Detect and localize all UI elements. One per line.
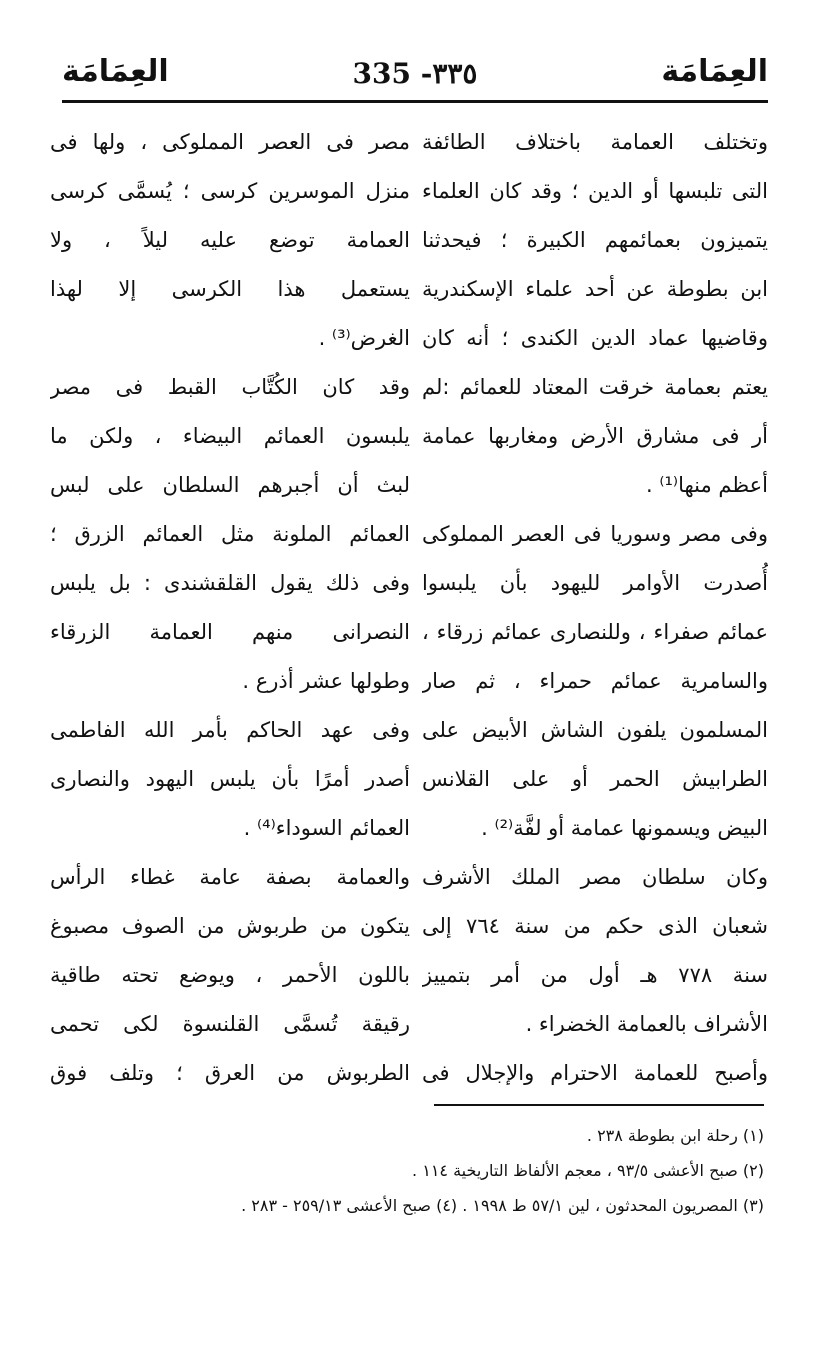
text-line: أعظم منها⁽¹⁾ . [645, 473, 768, 497]
text-line: وفى ذلك يقول القلقشندى : بل يلبس [50, 571, 410, 595]
footnote-divider [434, 1104, 764, 1106]
text-line: أُصدرت الأوامر لليهود بأن يلبسوا [422, 571, 768, 595]
text-line: منزل الموسرين كرسى ؛ يُسمَّى كرسى [50, 179, 410, 203]
text-line: ابن بطوطة عن أحد علماء الإسكندرية [422, 277, 768, 301]
text-column-left [50, 118, 410, 1098]
text-line: أر فى مشارق الأرض ومغاربها عمامة [422, 424, 768, 448]
text-line: أصدر أمرًا بأن يلبس اليهود والنصارى [50, 767, 410, 791]
text-line: باللون الأحمر ، ويوضع تحته طاقية [50, 963, 410, 987]
text-line: وكان سلطان مصر الملك الأشرف [422, 865, 768, 889]
footnote: (٢) صبح الأعشى ٩٣/٥ ، معجم الألفاظ التاريخية ١١٤ . [412, 1161, 764, 1180]
footnotes [124, 1118, 764, 1223]
page-number: 335 -٣٣٥ [352, 57, 478, 90]
footnote: (١) رحلة ابن بطوطة ٢٣٨ . [586, 1126, 764, 1145]
text-line: والعمامة بصفة عامة غطاء الرأس [50, 865, 410, 889]
text-column-right [422, 118, 768, 1098]
text-line: الطربوش من العرق ؛ وتلف فوق [50, 1061, 410, 1085]
text-line: التى تلبسها أو الدين ؛ وقد كان العلماء [422, 179, 768, 203]
text-line: وقد كان الكُتَّاب القبط فى مصر [50, 375, 410, 399]
header-divider [62, 100, 768, 103]
footnote: (٣) المصريون المحدثون ، لين ٥٧/١ ط ١٩٩٨ . (٤) صبح الأعشى ٢٥٩/١٣ - ٢٨٣ . [241, 1196, 764, 1215]
text-line: يتكون من طربوش من الصوف مصبوغ [50, 914, 410, 938]
text-line: وتختلف العمامة باختلاف الطائفة [422, 130, 768, 154]
text-line: يستعمل هذا الكرسى إلا لهذا [50, 277, 410, 301]
text-line: وأصبح للعمامة الاحترام والإجلال فى [422, 1061, 768, 1085]
running-title-left: العِمَامَة [62, 54, 169, 89]
text-line: يتميزون بعمائمهم الكبيرة ؛ فيحدثنا [422, 228, 768, 252]
text-line: المسلمون يلفون الشاش الأبيض على [422, 718, 768, 742]
text-line: النصرانى منهم العمامة الزرقاء [50, 620, 410, 644]
text-line: وفى مصر وسوريا فى العصر المملوكى [422, 522, 768, 546]
text-line: عمائم صفراء ، وللنصارى عمائم زرقاء ، [422, 620, 768, 644]
text-line: الغرض⁽³⁾ . [318, 326, 410, 350]
text-line: يعتم بعمامة خرقت المعتاد للعمائم :لم [422, 375, 768, 399]
text-line: شعبان الذى حكم من سنة ٧٦٤ إلى [422, 914, 768, 938]
running-title-right: العِمَامَة [661, 54, 768, 89]
text-line: لبث أن أجبرهم السلطان على لبس [50, 473, 410, 497]
text-line: العمامة توضع عليه ليلاً ، ولا [50, 228, 410, 252]
text-line: الأشراف بالعمامة الخضراء . [525, 1012, 768, 1036]
text-line: العمائم الملونة مثل العمائم الزرق ؛ [50, 522, 410, 546]
text-line: وفى عهد الحاكم بأمر الله الفاطمى [50, 718, 410, 742]
text-line: سنة ٧٧٨ هـ أول من أمر بتمييز [422, 963, 768, 987]
page-header [62, 50, 768, 100]
text-line: العمائم السوداء⁽⁴⁾ . [243, 816, 410, 840]
text-line: وقاضيها عماد الدين الكندى ؛ أنه كان [422, 326, 768, 350]
text-line: رقيقة تُسمَّى القلنسوة لكى تحمى [50, 1012, 410, 1036]
text-line: وطولها عشر أذرع . [242, 669, 410, 693]
text-line: الطرابيش الحمر أو على القلانس [422, 767, 768, 791]
text-line: يلبسون العمائم البيضاء ، ولكن ما [50, 424, 410, 448]
text-line: البيض ويسمونها عمامة أو لفَّة⁽²⁾ . [481, 816, 768, 840]
text-line: والسامرية عمائم حمراء ، ثم صار [422, 669, 768, 693]
text-line: مصر فى العصر المملوكى ، ولها فى [50, 130, 410, 154]
